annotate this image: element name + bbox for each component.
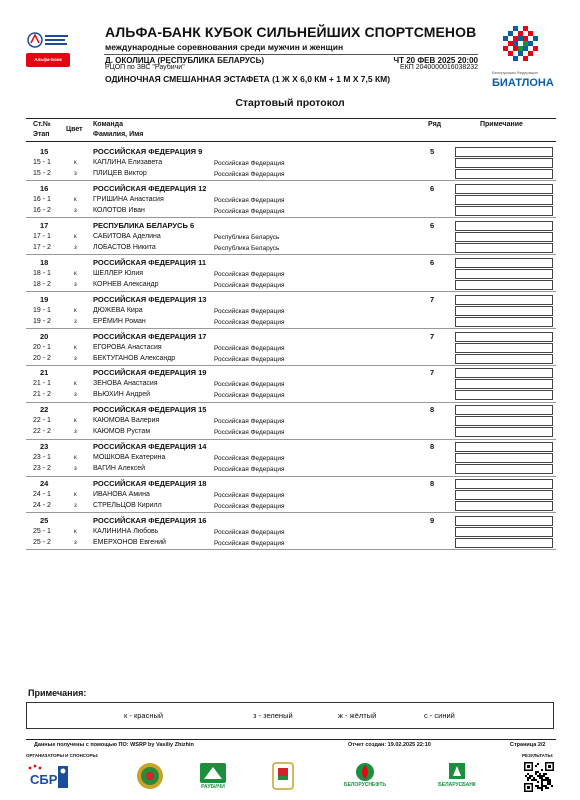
note-field[interactable]	[455, 368, 553, 378]
member-name: САБИТОВА Аделина	[93, 232, 161, 240]
team-start-number: 18	[40, 257, 49, 267]
member-name: КАПЛИНА Елизавета	[93, 159, 163, 166]
member-color: к	[74, 270, 77, 277]
member-stage: 22 - 1	[33, 417, 51, 425]
member-stage: 24 - 1	[33, 491, 51, 499]
row-divider	[26, 328, 556, 329]
note-field[interactable]	[455, 390, 553, 400]
header-divider	[104, 54, 478, 55]
belarusbank-logo	[432, 762, 482, 792]
team-rank: 9	[430, 516, 435, 525]
member-color: з	[74, 355, 77, 362]
note-field[interactable]	[455, 269, 553, 279]
note-field[interactable]	[455, 354, 553, 364]
member-country: Российская Федерация	[214, 466, 285, 474]
note-field[interactable]	[455, 158, 553, 168]
legend-red: к - красный	[124, 711, 164, 720]
organizers-label: ОРГАНИЗАТОРЫ И СПОНСОРЫ:	[26, 753, 99, 758]
member-country: Российская Федерация	[214, 281, 285, 289]
member-name: ЛОБАСТОВ Никита	[93, 243, 156, 251]
team-start-number: 19	[40, 294, 49, 304]
col-name: Фамилия, Имя	[93, 131, 144, 138]
legend-yellow: ж - жёлтый	[338, 711, 377, 720]
team-name: РОССИЙСКАЯ ФЕДЕРАЦИЯ 18	[93, 479, 207, 489]
member-name: ИВАНОВА Амина	[93, 491, 150, 499]
member-name: ЕМЕРХОНОВ Евгений	[93, 539, 166, 546]
protocol-title: Стартовый протокол	[235, 97, 345, 109]
note-field[interactable]	[455, 379, 553, 389]
member-country: Российская Федерация	[214, 344, 285, 352]
member-name: СТРЕЛЬЦОВ Кирилл	[93, 502, 162, 510]
member-stage: 18 - 1	[33, 269, 51, 277]
team-rank: 5	[430, 147, 435, 156]
member-color: к	[74, 418, 77, 425]
member-name: ЕРЁМИН Роман	[93, 317, 146, 325]
alfa-cup-logo	[26, 30, 70, 70]
team-rank: 8	[430, 479, 435, 489]
note-field[interactable]	[455, 232, 553, 242]
note-field[interactable]	[455, 490, 553, 500]
member-name: ДЮЖЕВА Кира	[93, 306, 143, 314]
emblem-pixel	[533, 46, 538, 51]
member-stage: 18 - 2	[33, 280, 51, 288]
member-stage: 23 - 1	[33, 454, 51, 462]
team-name: РОССИЙСКАЯ ФЕДЕРАЦИЯ 15	[93, 405, 207, 415]
svg-text:СБР: СБР	[30, 772, 58, 787]
member-color: к	[74, 344, 77, 351]
member-country: Российская Федерация	[214, 429, 285, 437]
note-field[interactable]	[455, 206, 553, 216]
member-stage: 16 - 2	[33, 206, 51, 214]
legend-blue: с - синий	[424, 711, 455, 720]
member-country: Российская Федерация	[214, 270, 285, 278]
member-name: ПЛИЦЕВ Виктор	[93, 170, 147, 177]
team-name: РОССИЙСКАЯ ФЕДЕРАЦИЯ 12	[93, 183, 207, 193]
member-name: ГРИШИНА Анастасия	[93, 195, 164, 203]
col-rank: Ряд	[428, 121, 442, 128]
member-stage: 23 - 2	[33, 465, 51, 473]
note-field[interactable]	[455, 527, 553, 537]
raubichi-logo	[198, 762, 228, 792]
note-field[interactable]	[455, 343, 553, 353]
member-stage: 22 - 2	[33, 428, 51, 436]
team-name: РОССИЙСКАЯ ФЕДЕРАЦИЯ 19	[93, 368, 207, 378]
results-qr-code[interactable]	[524, 762, 554, 792]
member-stage: 25 - 2	[33, 539, 51, 546]
member-name: ВЬЮХИН Андрей	[93, 391, 151, 399]
member-country: Республика Беларусь	[214, 233, 280, 241]
report-created: Отчет создан: 19.02.2025 22:10	[348, 742, 431, 748]
member-country: Российская Федерация	[214, 455, 285, 463]
member-country: Российская Федерация	[214, 160, 285, 167]
belorusneft-logo	[340, 762, 390, 792]
ekp-code: ЕКП 2040000016038232	[399, 64, 478, 71]
member-country: Российская Федерация	[214, 307, 285, 315]
race-datetime: ЧТ 20 ФЕВ 2025 20:00	[393, 56, 478, 65]
row-divider	[26, 180, 556, 181]
member-country: Российская Федерация	[214, 418, 285, 426]
note-field[interactable]	[455, 416, 553, 426]
federation-caption: Белорусская Федерация	[492, 70, 538, 75]
member-country: Российская Федерация	[214, 492, 285, 500]
member-color: к	[74, 196, 77, 203]
member-country: Российская Федерация	[214, 540, 285, 547]
race-format: ОДИНОЧНАЯ СМЕШАННАЯ ЭСТАФЕТА (1 Ж Х 6,0 КМ + 1 М Х 7,5 КМ)	[105, 74, 391, 84]
team-start-number: 17	[40, 220, 49, 230]
member-name: БЕКТУГАНОВ Александр	[93, 354, 176, 362]
table-header-line	[26, 141, 556, 142]
footer-line	[26, 739, 556, 740]
table-top-line	[26, 118, 556, 119]
raubichi-wordmark: РАУБИЧИ	[201, 784, 225, 790]
team-start-number: 24	[40, 479, 49, 489]
member-color: к	[74, 160, 77, 166]
team-start-number: 16	[40, 183, 49, 193]
team-name: РОССИЙСКАЯ ФЕДЕРАЦИЯ 9	[93, 147, 203, 156]
col-stage: Этап	[33, 131, 50, 138]
member-color: к	[74, 307, 77, 314]
row-divider	[26, 365, 556, 366]
col-start-no: Ст.№	[33, 121, 51, 128]
venue: Д. ОКОЛИЦА (РЕСПУБЛИКА БЕЛАРУСЬ)	[105, 56, 264, 65]
team-name: РОССИЙСКАЯ ФЕДЕРАЦИЯ 11	[93, 257, 207, 267]
member-color: к	[74, 492, 77, 499]
member-name: КАЮМОВА Валерия	[93, 417, 160, 425]
team-rank: 8	[430, 405, 435, 415]
olympic-committee-logo	[270, 762, 296, 792]
member-color: з	[74, 207, 77, 214]
member-stage: 20 - 1	[33, 343, 51, 351]
row-divider	[26, 402, 556, 403]
team-rank: 7	[430, 294, 435, 304]
member-color: з	[74, 281, 77, 288]
col-team: Команда	[93, 121, 123, 128]
team-name: РОССИЙСКАЯ ФЕДЕРАЦИЯ 13	[93, 294, 207, 304]
biathlon-wordmark: БИАТЛОНА	[492, 77, 554, 89]
team-name: РОССИЙСКАЯ ФЕДЕРАЦИЯ 14	[93, 442, 207, 452]
belorusneft-wordmark: БЕЛОРУСНЕФТЬ	[344, 782, 386, 788]
event-title: АЛЬФА-БАНК КУБОК СИЛЬНЕЙШИХ СПОРТСМЕНОВ	[105, 24, 477, 40]
member-color: к	[74, 233, 77, 240]
team-rank: 8	[430, 442, 435, 452]
member-name: ЕГОРОВА Анастасия	[93, 343, 162, 351]
notes-label: Примечания:	[28, 688, 87, 698]
member-country: Российская Федерация	[214, 207, 285, 215]
team-rank: 6	[430, 220, 435, 230]
note-field[interactable]	[455, 479, 553, 489]
col-note: Примечание	[480, 121, 523, 128]
team-start-number: 22	[40, 405, 49, 415]
member-stage: 19 - 2	[33, 317, 51, 325]
emblem-pixel	[528, 51, 533, 56]
note-field[interactable]	[455, 280, 553, 290]
member-color: з	[74, 429, 77, 436]
member-name: КАЮМОВ Рустам	[93, 428, 151, 436]
member-name: КОЛОТОВ Иван	[93, 206, 145, 214]
team-name: РОССИЙСКАЯ ФЕДЕРАЦИЯ 17	[93, 331, 207, 341]
biathlon-federation-logo	[488, 22, 554, 92]
venue-center: РЦОП по ЗВС "Раубичи"	[105, 64, 185, 71]
member-stage: 20 - 2	[33, 354, 51, 362]
member-name: МОШКОВА Екатерина	[93, 454, 166, 462]
emblem-pixel	[533, 36, 538, 41]
member-country: Российская Федерация	[214, 381, 285, 389]
team-start-number: 21	[40, 368, 49, 378]
alfa-bank-badge: Альфа-Банк	[26, 53, 70, 67]
note-field[interactable]	[455, 169, 553, 179]
member-stage: 17 - 1	[33, 232, 51, 240]
member-stage: 15 - 1	[33, 159, 51, 166]
emblem-pixel	[513, 56, 518, 61]
member-color: з	[74, 171, 77, 177]
member-country: Российская Федерация	[214, 392, 285, 400]
col-color: Цвет	[66, 126, 83, 133]
member-stage: 16 - 1	[33, 195, 51, 203]
member-country: Российская Федерация	[214, 503, 285, 511]
belarus-ministry-emblem	[136, 762, 164, 790]
row-divider	[26, 217, 556, 218]
sbr-logo	[26, 762, 72, 790]
legend-green: з - зеленый	[253, 711, 293, 720]
member-country: Российская Федерация	[214, 355, 285, 363]
note-field[interactable]	[455, 243, 553, 253]
member-stage: 19 - 1	[33, 306, 51, 314]
member-name: КОРНЕВ Александр	[93, 280, 159, 288]
member-stage: 15 - 2	[33, 170, 51, 177]
alfa-cup-emblem	[26, 30, 70, 50]
member-color: з	[74, 244, 77, 251]
page-number: Страница 2/2	[510, 742, 546, 748]
row-divider	[26, 291, 556, 292]
note-field[interactable]	[455, 317, 553, 327]
member-color: з	[74, 503, 77, 510]
note-field[interactable]	[455, 442, 553, 452]
color-legend	[26, 702, 554, 729]
member-color: з	[74, 392, 77, 399]
member-stage: 21 - 2	[33, 391, 51, 399]
note-field[interactable]	[455, 516, 553, 526]
note-field[interactable]	[455, 538, 553, 548]
note-field[interactable]	[455, 147, 553, 157]
note-field[interactable]	[455, 295, 553, 305]
member-color: з	[74, 540, 77, 546]
row-divider	[26, 476, 556, 477]
team-start-number: 20	[40, 331, 49, 341]
team-rank: 6	[430, 183, 435, 193]
member-color: к	[74, 529, 77, 535]
note-field[interactable]	[455, 501, 553, 511]
data-source: Данные получены с помощью ПО: WSRP by Vasiliy Zhizhin	[34, 742, 194, 748]
team-rank: 7	[430, 368, 435, 378]
member-color: з	[74, 466, 77, 473]
note-field[interactable]	[455, 464, 553, 474]
note-field[interactable]	[455, 332, 553, 342]
note-field[interactable]	[455, 221, 553, 231]
member-country: Российская Федерация	[214, 196, 285, 204]
row-divider	[26, 512, 556, 513]
team-rank: 6	[430, 257, 435, 267]
note-field[interactable]	[455, 453, 553, 463]
row-divider	[26, 549, 556, 550]
row-divider	[26, 254, 556, 255]
team-start-number: 23	[40, 442, 49, 452]
member-country: Российская Федерация	[214, 318, 285, 326]
results-label: РЕЗУЛЬТАТЫ:	[522, 753, 554, 758]
team-rank: 7	[430, 331, 435, 341]
team-start-number: 15	[40, 147, 49, 156]
emblem-pixel	[523, 56, 528, 61]
member-country: Российская Федерация	[214, 529, 285, 536]
event-subtitle: международные соревнования среди мужчин и женщин	[105, 42, 344, 52]
note-field[interactable]	[455, 306, 553, 316]
belarusbank-wordmark: БЕЛАРУСБАНК	[438, 782, 476, 788]
team-name: РОССИЙСКАЯ ФЕДЕРАЦИЯ 16	[93, 516, 207, 525]
team-name: РЕСПУБЛИКА БЕЛАРУСЬ 6	[93, 220, 195, 230]
member-name: ЗЕНОВА Анастасия	[93, 380, 158, 388]
member-name: ШЕЛЛЕР Юлия	[93, 269, 144, 277]
note-field[interactable]	[455, 258, 553, 268]
note-field[interactable]	[455, 184, 553, 194]
member-stage: 21 - 1	[33, 380, 51, 388]
member-country: Республика Беларусь	[214, 244, 280, 252]
member-country: Российская Федерация	[214, 171, 285, 178]
member-name: КАЛИНИНА Любовь	[93, 528, 159, 535]
member-color: з	[74, 318, 77, 325]
note-field[interactable]	[455, 195, 553, 205]
row-divider	[26, 439, 556, 440]
member-stage: 25 - 1	[33, 528, 51, 535]
member-stage: 24 - 2	[33, 502, 51, 510]
note-field[interactable]	[455, 405, 553, 415]
member-name: ВАГИН Алексей	[93, 465, 146, 473]
member-color: к	[74, 455, 77, 462]
member-stage: 17 - 2	[33, 243, 51, 251]
note-field[interactable]	[455, 427, 553, 437]
team-start-number: 25	[40, 516, 49, 525]
member-color: к	[74, 381, 77, 388]
